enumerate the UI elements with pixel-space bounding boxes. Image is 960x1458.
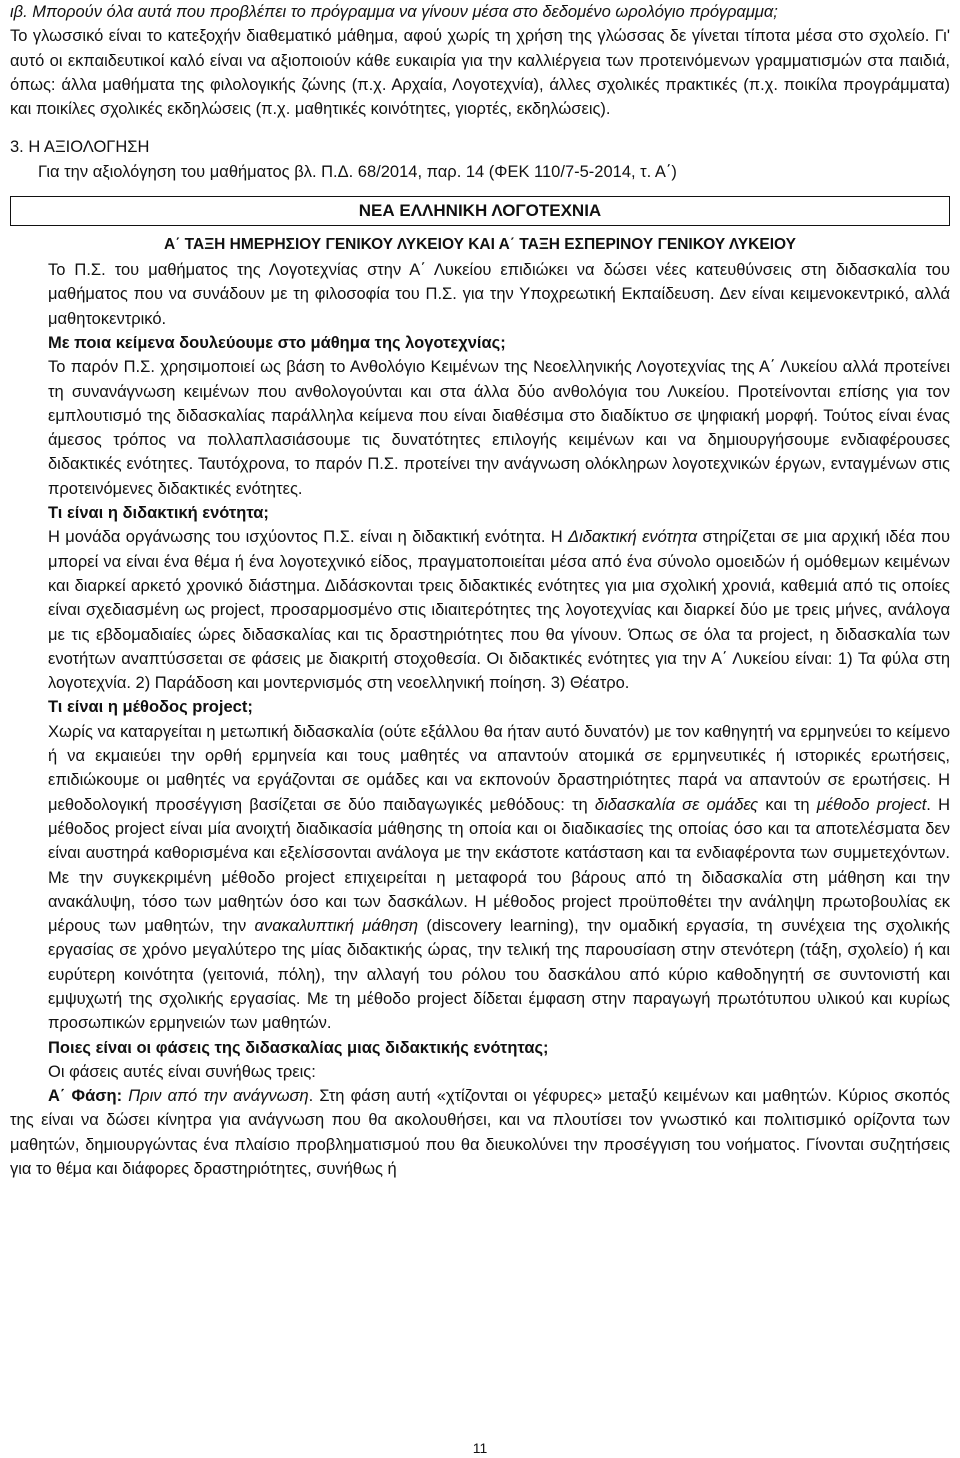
document-page (10, 0, 950, 1181)
phase-a-text: . Στη φάση αυτή «χτίζονται οι γέφυρες» μεταξύ κειμένων και μαθητών. Κύριος σκοπός της είναι να δώσει κίνητρα για ανάγνωση που θα ακολουθήσει, και να πλουτίσει τον γνωστικό και πολιτισμικό ορίζοντα των μαθητών, δημιουργώντας ένα πλαίσιο προβληματισμού που θα διευκολύνει την προσέγγιση του νοήματος. Γίνονται συζητήσεις για το θέμα και διάφορες δραστηριότητες, συνήθως ή (10, 1087, 951, 1179)
page-number: 11 (472, 1440, 488, 1456)
project-heading: Τι είναι η μέθοδος project; (48, 698, 253, 717)
class-subtitle: Α΄ ΤΑΞΗ ΗΜΕΡΗΣΙΟΥ ΓΕΝΙΚΟΥ ΛΥΚΕΙΟΥ ΚΑΙ Α΄ ΤΑΞΗ ΕΣΠΕΡΙΝΟΥ ΓΕΝΙΚΟΥ ΛΥΚΕΙΟΥ (164, 236, 796, 254)
curriculum-paragraph: Το Π.Σ. του μαθήματος της Λογοτεχνίας στην Α΄ Λυκείου επιδιώκει να δώσει νέες κατευθύνσεις στη διδασκαλία του μαθήματος που να συνάδουν με τη φιλοσοφία του Π.Σ. για την Υποχρεωτική Εκπαίδευση. Δεν είναι κειμενοκεντρικό, αλλά μαθητοκεντρικό. (48, 261, 950, 328)
unit-text-2: στηρίζεται σε μια αρχική ιδέα που μπορεί να είναι ένα θέμα ή ένα λογοτεχνικό είδος, πραγματοποιείται μέσα από ένα σύνολο ομοειδών ή ομόθεμων κειμένων και διαρκεί αρκετό χρονικό διάστημα. Διδάσκονται τρεις διδακτικές ενότητες για μια σχολική χρονιά, καθεμιά από τις οποίες είναι σχεδιασμένη ως project, προσαρμοσμένο στις ιδιαιτερότητες της λογοτεχνίας και διαρκεί δύο με τρεις μήνες, ανάλογα με τις εβδομαδιαίες ώρες διδασκαλίας και τις δραστηριότητες που θα γίνουν. Όπως σε όλα τα project, η διδασκαλία των ενοτήτων αναπτύσσεται σε φάσεις με διακριτή στοχοθεσία. Οι διδακτικές ενότητες για την Α΄ Λυκείου είναι: 1) Τα φύλα στη λογοτεχνία. 2) Παράδοση και μοντερνισμός στη νεοελληνική ποίηση. 3) Θέατρο. (48, 528, 950, 693)
phases-heading: Ποιες είναι οι φάσεις της διδασκαλίας μιας διδακτικής ενότητας; (48, 1038, 549, 1057)
phase-a-paragraph (10, 1084, 950, 1181)
texts-paragraph: Το παρόν Π.Σ. χρησιμοποιεί ως βάση το Ανθολόγιο Κειμένων της Νεοελληνικής Λογοτεχνίας της Α΄ Λυκείου αλλά προτείνει τη συνανάγνωση κειμένων που ανθολογούνται και στα άλλα δύο ανθολόγια του Λυκείου. Προτείνονται επίσης για τον εμπλουτισμό της διδασκαλίας παράλληλα κείμενα που είναι διαθέσιμα στο διαδίκτυο σε ψηφιακή μορφή. Τούτος είναι ένας άμεσος τρόπος να πολλαπλασιάσουμε τις δυνατότητες επιλογής κειμένων και να δημιουργήσουμε ενδιαφέρουσες διδακτικές ενότητες. Ταυτόχρονα, το παρόν Π.Σ. προτείνει την ανάγνωση ολόκληρων λογοτεχνικών έργων, ενταγμένων στις προτεινόμενες διδακτικές ενότητες. (48, 358, 950, 498)
project-text-4: (discovery learning), την ομαδική εργασία, τη συνέχεια της σχολικής εργασίας σε χρόνο μεγαλύτερο της μίας διδακτικής ώρας, την τελική της παρουσίαση στην στενότερη (τάξη, σχολείο) ή και ευρύτερη κοινότητα (γειτονιά, πόλη), την αλλαγή του ρόλου του δασκάλου από κύριο καθοδηγητή σε συντονιστή και εμψυχωτή της σχολικής εργασίας. Με τη μέθοδο project δίδεται έμφαση στην παραγωγή πρωτότυπου υλικού και κυρίως προσωπικών ερμηνειών των μαθητών. (48, 917, 951, 1033)
item-b: ιβ. Μπορούν όλα αυτά που προβλέπει το πρόγραμμα να γίνουν μέσα στο δεδομένο ωρολόγιο πρόγραμμα; (10, 3, 778, 21)
phases-intro: Οι φάσεις αυτές είναι συνήθως τρεις: (48, 1062, 316, 1081)
phase-a-italic: Πριν από την ανάγνωση (128, 1087, 309, 1106)
project-italic-3: ανακαλυπτική μάθηση (254, 917, 419, 936)
unit-italic: Διδακτική ενότητα (568, 528, 698, 547)
project-text-2: και τη (758, 795, 817, 814)
project-text-1: Χωρίς να καταργείται η μετωπική διδασκαλία (ούτε εξάλλου θα ήταν αυτό δυνατόν) με τον καθηγητή να ερμηνεύει το κείμενο ή να εκμαιεύει την ορθή ερμηνεία και τους μαθητές να απαντούν ατομικά σε ερμηνευτικές ή ιστορικές ερωτήσεις, επιδιώκουμε οι μαθητές να εργάζονται σε ομάδες και να εκπονούν δραστηριότητες παρά να απαντούν σε ερωτήσεις. Η μεθοδολογική προσέγγιση βασίζεται σε δύο παιδαγωγικές μεθόδους: τη (48, 722, 950, 814)
unit-heading: Τι είναι η διδακτική ενότητα; (48, 504, 269, 523)
assessment-text: Για την αξιολόγηση του μαθήματος βλ. Π.Δ. 68/2014, παρ. 14 (ΦΕΚ 110/7-5-2014, τ. Α΄) (38, 162, 677, 181)
project-italic-1: διδασκαλία σε ομάδες (594, 795, 759, 814)
phase-a-label: Α΄ Φάση: (48, 1087, 123, 1106)
project-italic-2: μέθοδο project (816, 795, 927, 814)
project-text-3: . Η μέθοδος project είναι μία ανοιχτή διαδικασία μάθησης τη οποία και οι διαδικασίες της οποίας όσο και τα αποτελέσματα δεν είναι αυστηρά καθορισμένα και εξελίσσονται ανάλογα με την εκάστοτε κατάσταση και τα ενδιαφέροντα των συμμετεχόντων. Με την συγκεκριμένη μέθοδο project επιχειρείται η μεταφορά του βάρους από τη διδασκαλία στη μάθηση και την ανακάλυψη, τόσο των μαθητών όσο και των δασκάλων. Η μέθοδος project προϋποθέτει την ανάληψη πρωτοβουλίας εκ μέρους των μαθητών, την (48, 795, 951, 936)
texts-heading: Με ποια κείμενα δουλεύουμε στο μάθημα της λογοτεχνίας; (48, 333, 506, 352)
project-paragraph (10, 720, 950, 1036)
assessment-heading: 3. Η ΑΞΙΟΛΟΓΗΣΗ (10, 138, 150, 157)
section-banner: ΝΕΑ ΕΛΛΗΝΙΚΗ ΛΟΓΟΤΕΧΝΙΑ (10, 196, 950, 226)
unit-paragraph (10, 525, 950, 695)
intro-paragraph: Το γλωσσικό είναι το κατεξοχήν διαθεματικό μάθημα, αφού χωρίς τη χρήση της γλώσσας δε γίνεται τίποτα μέσα στο σχολείο. Γι' αυτό οι εκπαιδευτικοί καλό είναι να αξιοποιούν κάθε ευκαιρία για την καλλιέργεια των προτεινόμενων γραμματισμών στα παιδιά, όπως: άλλα μαθήματα της φιλολογικής ζώνης (π.χ. Αρχαία, Λογοτεχνία), άλλες σχολικές πρακτικές (π.χ. ποικίλα προγράμματα) και ποικίλες σχολικές εκδηλώσεις (π.χ. μαθητικές κοινότητες, γιορτές, εκδηλώσεις). (10, 27, 950, 119)
unit-text-1: Η μονάδα οργάνωσης του ισχύοντος Π.Σ. είναι η διδακτική ενότητα. Η (48, 528, 568, 547)
